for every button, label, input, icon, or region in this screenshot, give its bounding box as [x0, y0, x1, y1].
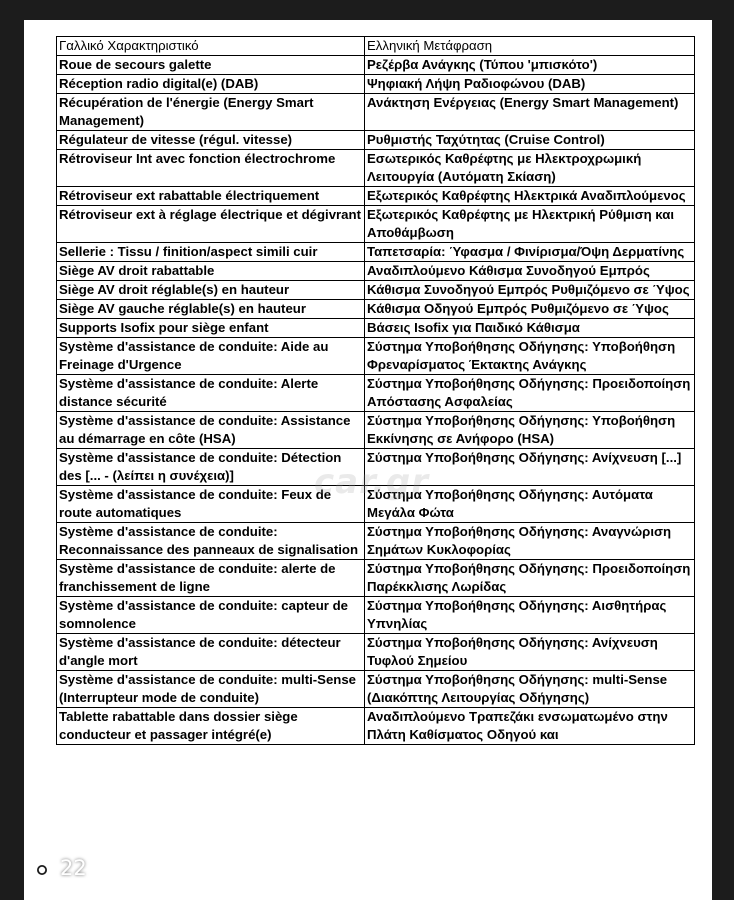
table-header-row [57, 37, 695, 56]
cell-greek: Αναδιπλούμενο Τραπεζάκι ενσωματωμένο στην Πλάτη Καθίσματος Οδηγού και [365, 708, 695, 745]
header-french: Γαλλικό Χαρακτηριστικό [57, 37, 365, 56]
cell-greek: Ρυθμιστής Ταχύτητας (Cruise Control) [365, 131, 695, 150]
table-row [57, 262, 695, 281]
table-row [57, 412, 695, 449]
cell-greek: Σύστημα Υποβοήθησης Οδήγησης: Ανίχνευση Τυφλού Σημείου [365, 634, 695, 671]
translation-table [56, 36, 695, 745]
table-row [57, 671, 695, 708]
cell-greek: Σύστημα Υποβοήθησης Οδήγησης: Αυτόματα Μεγάλα Φώτα [365, 486, 695, 523]
cell-greek: Σύστημα Υποβοήθησης Οδήγησης: Προειδοποίηση Παρέκκλισης Λωρίδας [365, 560, 695, 597]
table-row [57, 634, 695, 671]
table-row [57, 131, 695, 150]
header-greek: Ελληνική Μετάφραση [365, 37, 695, 56]
cell-french: Rétroviseur Int avec fonction électrochrome [57, 150, 365, 187]
table-row [57, 56, 695, 75]
cell-greek: Σύστημα Υποβοήθησης Οδήγησης: Αναγνώριση Σημάτων Κυκλοφορίας [365, 523, 695, 560]
cell-french: Système d'assistance de conduite: détecteur d'angle mort [57, 634, 365, 671]
table-row [57, 375, 695, 412]
cell-greek: Σύστημα Υποβοήθησης Οδήγησης: Υποβοήθηση Εκκίνησης σε Ανήφορο (HSA) [365, 412, 695, 449]
photo-count: 22 [60, 856, 87, 880]
cell-french: Système d'assistance de conduite: Détection des [... - (λείπει η συνέχεια)] [57, 449, 365, 486]
cell-greek: Εσωτερικός Καθρέφτης με Ηλεκτροχρωμική Λειτουργία (Αυτόματη Σκίαση) [365, 150, 695, 187]
document-page [24, 20, 712, 900]
cell-greek: Σύστημα Υποβοήθησης Οδήγησης: Υποβοήθηση Φρεναρίσματος Έκτακτης Ανάγκης [365, 338, 695, 375]
cell-greek: Ταπετσαρία: Ύφασμα / Φινίρισμα/Όψη Δερματίνης [365, 243, 695, 262]
cell-french: Tablette rabattable dans dossier siège conducteur et passager intégré(e) [57, 708, 365, 745]
table-row [57, 94, 695, 131]
table-row [57, 281, 695, 300]
cell-greek: Ρεζέρβα Ανάγκης (Τύπου 'μπισκότο') [365, 56, 695, 75]
cell-french: Système d'assistance de conduite: alerte de franchissement de ligne [57, 560, 365, 597]
cell-french: Système d'assistance de conduite: Assistance au démarrage en côte (HSA) [57, 412, 365, 449]
table-row [57, 150, 695, 187]
cell-greek: Κάθισμα Οδηγού Εμπρός Ρυθμιζόμενο σε Ύψος [365, 300, 695, 319]
table-row [57, 560, 695, 597]
table-row [57, 206, 695, 243]
cell-french: Siège AV droit rabattable [57, 262, 365, 281]
table-row [57, 300, 695, 319]
cell-french: Régulateur de vitesse (régul. vitesse) [57, 131, 365, 150]
cell-greek: Σύστημα Υποβοήθησης Οδήγησης: Προειδοποίηση Απόστασης Ασφαλείας [365, 375, 695, 412]
cell-french: Sellerie : Tissu / finition/aspect simili cuir [57, 243, 365, 262]
cell-french: Supports Isofix pour siège enfant [57, 319, 365, 338]
table-row [57, 708, 695, 745]
table-row [57, 319, 695, 338]
cell-french: Rétroviseur ext rabattable électriquement [57, 187, 365, 206]
table-row [57, 597, 695, 634]
cell-greek: Ανάκτηση Ενέργειας (Energy Smart Management) [365, 94, 695, 131]
table-row [57, 486, 695, 523]
cell-greek: Αναδιπλούμενο Κάθισμα Συνοδηγού Εμπρός [365, 262, 695, 281]
photo-count-badge[interactable] [30, 856, 87, 880]
table-row [57, 449, 695, 486]
table-row [57, 338, 695, 375]
table-row [57, 187, 695, 206]
cell-french: Siège AV droit réglable(s) en hauteur [57, 281, 365, 300]
camera-icon [30, 858, 54, 878]
cell-french: Récupération de l'énergie (Energy Smart Management) [57, 94, 365, 131]
cell-french: Système d'assistance de conduite: Aide au Freinage d'Urgence [57, 338, 365, 375]
table-body [57, 56, 695, 745]
cell-greek: Κάθισμα Συνοδηγού Εμπρός Ρυθμιζόμενο σε Ύψος [365, 281, 695, 300]
cell-greek: Σύστημα Υποβοήθησης Οδήγησης: Αισθητήρας Υπνηλίας [365, 597, 695, 634]
cell-french: Système d'assistance de conduite: Feux de route automatiques [57, 486, 365, 523]
cell-french: Système d'assistance de conduite: Alerte distance sécurité [57, 375, 365, 412]
cell-greek: Σύστημα Υποβοήθησης Οδήγησης: multi-Sense (Διακόπτης Λειτουργίας Οδήγησης) [365, 671, 695, 708]
cell-french: Réception radio digital(e) (DAB) [57, 75, 365, 94]
cell-french: Système d'assistance de conduite: capteur de somnolence [57, 597, 365, 634]
cell-french: Système d'assistance de conduite: multi-Sense (Interrupteur mode de conduite) [57, 671, 365, 708]
cell-greek: Ψηφιακή Λήψη Ραδιοφώνου (DAB) [365, 75, 695, 94]
table-row [57, 523, 695, 560]
cell-greek: Εξωτερικός Καθρέφτης Ηλεκτρικά Αναδιπλούμενος [365, 187, 695, 206]
table-row [57, 243, 695, 262]
cell-french: Siège AV gauche réglable(s) en hauteur [57, 300, 365, 319]
cell-french: Rétroviseur ext à réglage électrique et dégivrant [57, 206, 365, 243]
watermark-logo: car.gr [314, 462, 430, 502]
cell-french: Système d'assistance de conduite: Reconnaissance des panneaux de signalisation [57, 523, 365, 560]
cell-greek: Βάσεις Isofix για Παιδικό Κάθισμα [365, 319, 695, 338]
cell-french: Roue de secours galette [57, 56, 365, 75]
table-row [57, 75, 695, 94]
cell-greek: Σύστημα Υποβοήθησης Οδήγησης: Ανίχνευση [...] [365, 449, 695, 486]
cell-greek: Εξωτερικός Καθρέφτης με Ηλεκτρική Ρύθμιση και Αποθάμβωση [365, 206, 695, 243]
